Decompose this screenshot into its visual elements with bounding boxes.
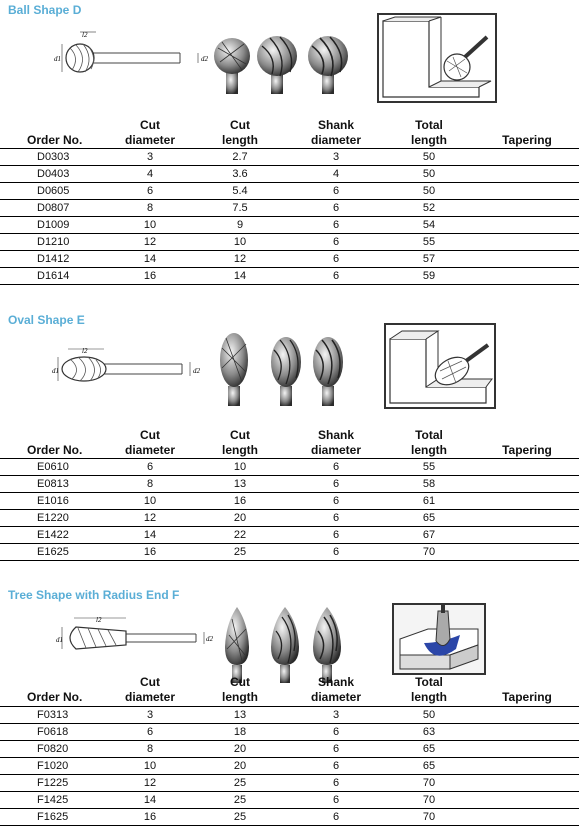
total-length-cell: 57 bbox=[422, 253, 436, 265]
cut-length-cell: 22 bbox=[233, 529, 247, 541]
total-length-cell: 50 bbox=[422, 185, 436, 197]
shank-diameter-cell: 6 bbox=[332, 219, 340, 231]
header-order-no: Order No. bbox=[27, 443, 83, 457]
cut-length-cell: 10 bbox=[233, 236, 247, 248]
order-no-cell: F0618 bbox=[37, 726, 69, 738]
shank-diameter-cell: 6 bbox=[332, 461, 340, 473]
shank-diameter-cell: 6 bbox=[332, 811, 340, 823]
order-no-cell: F1225 bbox=[37, 777, 69, 789]
total-length-cell: 70 bbox=[422, 546, 436, 558]
svg-text:d2: d2 bbox=[193, 367, 200, 375]
table-row bbox=[0, 527, 579, 544]
cut-length-cell: 20 bbox=[233, 512, 247, 524]
total-length-cell: 65 bbox=[422, 743, 436, 755]
header-cut-diameter: Cut diameter bbox=[124, 118, 176, 147]
svg-text:l2: l2 bbox=[96, 616, 102, 624]
total-length-cell: 55 bbox=[422, 236, 436, 248]
total-length-cell: 54 bbox=[422, 219, 436, 231]
header-tapering: Tapering bbox=[502, 690, 552, 704]
table-row bbox=[0, 217, 579, 234]
table-header bbox=[0, 424, 579, 462]
total-length-cell: 67 bbox=[422, 529, 436, 541]
cut-diameter-cell: 12 bbox=[143, 512, 157, 524]
shank-diameter-cell: 6 bbox=[332, 777, 340, 789]
total-length-cell: 50 bbox=[422, 168, 436, 180]
cut-length-cell: 25 bbox=[233, 777, 247, 789]
data-table bbox=[0, 458, 579, 561]
order-no-cell: D1412 bbox=[37, 253, 70, 265]
cut-length-cell: 16 bbox=[233, 495, 247, 507]
header-cut-length: Cut length bbox=[222, 675, 258, 704]
table-row bbox=[0, 476, 579, 493]
table-row bbox=[0, 775, 579, 792]
header-shank-diameter: Shank diameter bbox=[310, 428, 362, 457]
header-cut-length: Cut length bbox=[222, 428, 258, 457]
total-length-cell: 50 bbox=[422, 709, 436, 721]
cut-diameter-cell: 16 bbox=[143, 270, 157, 282]
order-no-cell: F1625 bbox=[37, 811, 69, 823]
cut-length-cell: 3.6 bbox=[232, 168, 248, 180]
svg-text:d1: d1 bbox=[54, 55, 61, 63]
order-no-cell: D0303 bbox=[37, 151, 70, 163]
total-length-cell: 55 bbox=[422, 461, 436, 473]
oval-burr-photos bbox=[212, 328, 352, 408]
cut-length-cell: 18 bbox=[233, 726, 247, 738]
order-no-cell: D1210 bbox=[37, 236, 70, 248]
shank-diameter-cell: 6 bbox=[332, 794, 340, 806]
total-length-cell: 58 bbox=[422, 478, 436, 490]
ball-burr-drawing bbox=[50, 28, 210, 88]
cut-diameter-cell: 8 bbox=[146, 202, 154, 214]
svg-text:l2: l2 bbox=[82, 347, 88, 355]
table-row bbox=[0, 741, 579, 758]
total-length-cell: 70 bbox=[422, 811, 436, 823]
cut-length-cell: 25 bbox=[233, 811, 247, 823]
cut-length-cell: 9 bbox=[236, 219, 244, 231]
shank-diameter-cell: 3 bbox=[332, 709, 340, 721]
cut-length-cell: 20 bbox=[233, 743, 247, 755]
total-length-cell: 59 bbox=[422, 270, 436, 282]
table-row bbox=[0, 493, 579, 510]
section-title: Tree Shape with Radius End F bbox=[8, 588, 180, 602]
shank-diameter-cell: 6 bbox=[332, 760, 340, 772]
shank-diameter-cell: 6 bbox=[332, 253, 340, 265]
order-no-cell: F1425 bbox=[37, 794, 69, 806]
cut-diameter-cell: 6 bbox=[146, 726, 154, 738]
data-table bbox=[0, 148, 579, 285]
cut-diameter-cell: 8 bbox=[146, 478, 154, 490]
shank-diameter-cell: 6 bbox=[332, 236, 340, 248]
total-length-cell: 61 bbox=[422, 495, 436, 507]
shank-diameter-cell: 6 bbox=[332, 726, 340, 738]
cut-diameter-cell: 3 bbox=[146, 709, 154, 721]
tree-burr-application-image bbox=[392, 603, 486, 675]
table-row bbox=[0, 809, 579, 826]
order-no-cell: E0610 bbox=[37, 461, 69, 473]
cut-length-cell: 14 bbox=[233, 270, 247, 282]
order-no-cell: E1220 bbox=[37, 512, 69, 524]
header-tapering: Tapering bbox=[502, 443, 552, 457]
table-row bbox=[0, 200, 579, 217]
cut-length-cell: 2.7 bbox=[232, 151, 248, 163]
cut-length-cell: 10 bbox=[233, 461, 247, 473]
table-row bbox=[0, 724, 579, 741]
order-no-cell: F0820 bbox=[37, 743, 69, 755]
cut-diameter-cell: 6 bbox=[146, 185, 154, 197]
section-title: Ball Shape D bbox=[8, 3, 82, 17]
cut-length-cell: 5.4 bbox=[232, 185, 248, 197]
order-no-cell: D1614 bbox=[37, 270, 70, 282]
order-no-cell: D0605 bbox=[37, 185, 70, 197]
order-no-cell: E0813 bbox=[37, 478, 69, 490]
table-row bbox=[0, 183, 579, 200]
cut-diameter-cell: 12 bbox=[143, 236, 157, 248]
order-no-cell: D0807 bbox=[37, 202, 70, 214]
cut-length-cell: 13 bbox=[233, 709, 247, 721]
table-row bbox=[0, 510, 579, 527]
cut-diameter-cell: 14 bbox=[143, 253, 157, 265]
table-row bbox=[0, 166, 579, 183]
header-order-no: Order No. bbox=[27, 133, 83, 147]
header-cut-length: Cut length bbox=[222, 118, 258, 147]
order-no-cell: F1020 bbox=[37, 760, 69, 772]
table-row bbox=[0, 707, 579, 724]
order-no-cell: E1625 bbox=[37, 546, 69, 558]
order-no-cell: D1009 bbox=[37, 219, 70, 231]
shank-diameter-cell: 4 bbox=[332, 168, 340, 180]
shank-diameter-cell: 6 bbox=[332, 478, 340, 490]
section-title: Oval Shape E bbox=[8, 313, 85, 327]
cut-diameter-cell: 12 bbox=[143, 777, 157, 789]
header-cut-diameter: Cut diameter bbox=[124, 428, 176, 457]
shank-diameter-cell: 6 bbox=[332, 495, 340, 507]
shank-diameter-cell: 6 bbox=[332, 529, 340, 541]
total-length-cell: 50 bbox=[422, 151, 436, 163]
total-length-cell: 65 bbox=[422, 760, 436, 772]
svg-text:d2: d2 bbox=[201, 55, 208, 63]
total-length-cell: 70 bbox=[422, 777, 436, 789]
header-tapering: Tapering bbox=[502, 133, 552, 147]
header-order-no: Order No. bbox=[27, 690, 83, 704]
ball-burr-application-image bbox=[377, 13, 497, 103]
cut-diameter-cell: 4 bbox=[146, 168, 154, 180]
cut-diameter-cell: 8 bbox=[146, 743, 154, 755]
cut-length-cell: 25 bbox=[233, 794, 247, 806]
shank-diameter-cell: 6 bbox=[332, 743, 340, 755]
shank-diameter-cell: 6 bbox=[332, 202, 340, 214]
total-length-cell: 65 bbox=[422, 512, 436, 524]
cut-length-cell: 25 bbox=[233, 546, 247, 558]
header-total-length: Total length bbox=[411, 118, 447, 147]
cut-diameter-cell: 10 bbox=[143, 495, 157, 507]
cut-length-cell: 12 bbox=[233, 253, 247, 265]
total-length-cell: 52 bbox=[422, 202, 436, 214]
cut-diameter-cell: 16 bbox=[143, 811, 157, 823]
header-total-length: Total length bbox=[411, 675, 447, 704]
cut-length-cell: 13 bbox=[233, 478, 247, 490]
svg-text:d1: d1 bbox=[52, 367, 59, 375]
order-no-cell: D0403 bbox=[37, 168, 70, 180]
cut-length-cell: 7.5 bbox=[232, 202, 248, 214]
header-shank-diameter: Shank diameter bbox=[310, 675, 362, 704]
cut-diameter-cell: 14 bbox=[143, 794, 157, 806]
shank-diameter-cell: 6 bbox=[332, 270, 340, 282]
total-length-cell: 63 bbox=[422, 726, 436, 738]
header-total-length: Total length bbox=[411, 428, 447, 457]
svg-text:l2: l2 bbox=[82, 31, 88, 39]
shank-diameter-cell: 3 bbox=[332, 151, 340, 163]
order-no-cell: E1422 bbox=[37, 529, 69, 541]
cut-diameter-cell: 14 bbox=[143, 529, 157, 541]
table-row bbox=[0, 758, 579, 775]
header-cut-diameter: Cut diameter bbox=[124, 675, 176, 704]
table-row bbox=[0, 149, 579, 166]
svg-text:d1: d1 bbox=[56, 636, 63, 644]
svg-text:d2: d2 bbox=[206, 635, 213, 643]
shank-diameter-cell: 6 bbox=[332, 185, 340, 197]
cut-diameter-cell: 16 bbox=[143, 546, 157, 558]
table-row bbox=[0, 268, 579, 285]
cut-diameter-cell: 10 bbox=[143, 219, 157, 231]
data-table bbox=[0, 706, 579, 826]
shank-diameter-cell: 6 bbox=[332, 512, 340, 524]
table-row bbox=[0, 251, 579, 268]
order-no-cell: E1016 bbox=[37, 495, 69, 507]
ball-burr-photos bbox=[212, 28, 362, 98]
total-length-cell: 70 bbox=[422, 794, 436, 806]
header-shank-diameter: Shank diameter bbox=[310, 118, 362, 147]
order-no-cell: F0313 bbox=[37, 709, 69, 721]
cut-length-cell: 20 bbox=[233, 760, 247, 772]
tree-burr-drawing bbox=[56, 613, 216, 663]
table-row bbox=[0, 459, 579, 476]
table-row bbox=[0, 792, 579, 809]
cut-diameter-cell: 6 bbox=[146, 461, 154, 473]
cut-diameter-cell: 3 bbox=[146, 151, 154, 163]
oval-burr-application-image bbox=[384, 323, 496, 409]
table-row bbox=[0, 544, 579, 561]
shank-diameter-cell: 6 bbox=[332, 546, 340, 558]
cut-diameter-cell: 10 bbox=[143, 760, 157, 772]
oval-burr-drawing bbox=[52, 344, 212, 394]
table-row bbox=[0, 234, 579, 251]
